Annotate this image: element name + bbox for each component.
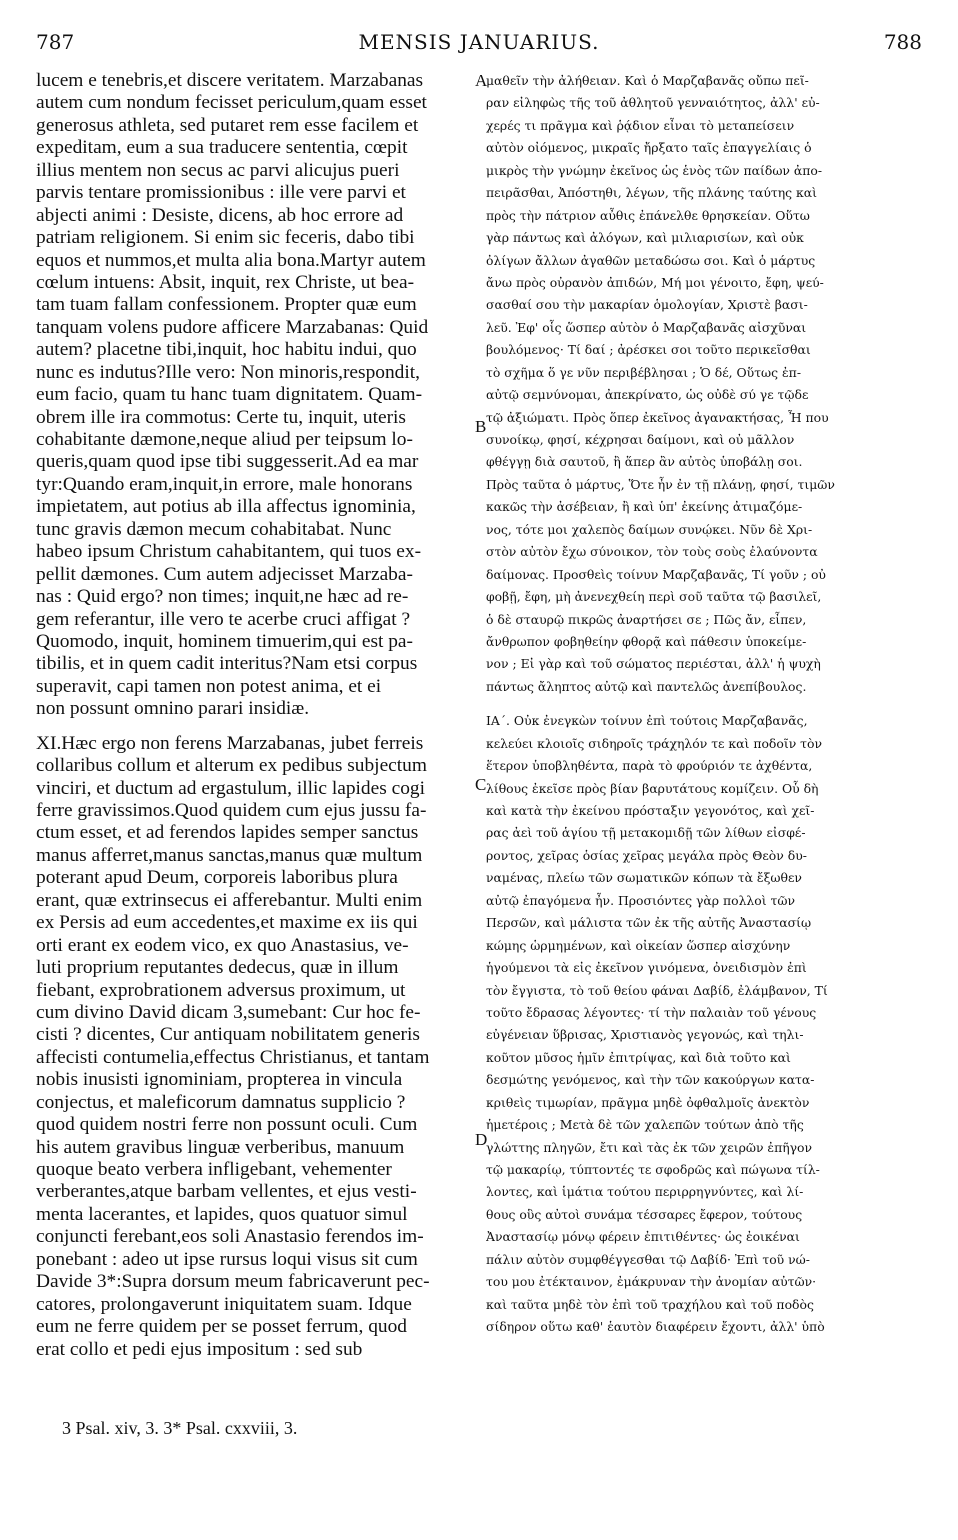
text-line: ex Persis ad eum accedentes,et maxime ex iis qui <box>36 912 418 934</box>
text-line: quoque beato verbera infligebant, vehementer <box>36 1159 392 1180</box>
text-line: quod quidem nostri ferre non possunt oculi. Cum <box>36 1114 418 1136</box>
margin-marker-b: B <box>475 417 487 436</box>
latin-paragraph-1 <box>36 70 472 721</box>
text-line: poterant apud Deum, corporeis laboribus plura <box>36 867 398 889</box>
latin-column <box>36 70 472 1361</box>
text-line: autem cum nondum fecisset periculum,quam esset <box>36 92 427 114</box>
text-line: XI.Hæc ergo non ferens Marzabanas, jubet ferreis <box>36 732 424 754</box>
text-line: conjuncti ferebant,eos soli Anastasio ferendos im- <box>36 1226 424 1248</box>
text-line: κώμης ὡρμημένων, καὶ οἰκείαν ὥσπερ αἰσχύνην <box>486 937 791 953</box>
text-line: eum facio, quam tu hanc tuam dignitatem. Quam- <box>36 384 423 406</box>
text-line: pellit dæmones. Cum autem adjecisset Marzaba- <box>36 563 413 585</box>
text-line: tanquam volens pudore afficere Marzabanas: Quid <box>36 316 429 338</box>
text-line: obrem ille ira commotus: Certe tu, inquit, uteris <box>36 406 406 428</box>
text-line: Davide 3*:Supra dorsum meum fabricaverunt pec- <box>36 1271 430 1293</box>
text-line: fiebant, exprobrationem adversus proximum, ut <box>36 979 406 1001</box>
text-line: ἄνθρωπον φοβηθείην φθορᾷ καὶ πάθεσιν ὑποκείμε- <box>486 633 807 649</box>
latin-paragraph-2 <box>36 733 472 1361</box>
text-line: queris,quam quod ipse tibi suggesserit.Ad ea mar <box>36 451 419 473</box>
text-line: αὐτὸν οἰόμενος, μικραῖς ἤρξατο ταῖς ἐπαγγελίαις ὁ <box>486 140 812 156</box>
text-line: ὁ δὲ σταυρῷ πικρῶς ἀναρτήσει σε ; Πῶς ἄν, εἶπεν, <box>486 611 807 627</box>
text-line: erat collo et pedi ejus impositum : sed sub <box>36 1338 363 1360</box>
text-line: tibilis, et in quem cadit interitus?Nam etsi corpus <box>36 653 418 675</box>
text-line: Ἀναστασίῳ μόνῳ φέρειν ἐπιτιθέντες· ὡς ἐοικέναι <box>486 1229 800 1245</box>
paragraph-gap <box>486 698 922 710</box>
text-line: vinciri, et ductum ad ergastulum, illic lapides cogi <box>36 777 425 799</box>
text-line: νον ; Εἰ γὰρ καὶ τοῦ σώματος περιέσται, ἀλλ' ἡ ψυχὴ <box>486 656 821 672</box>
text-line: luti proprium reputantes dedecus, quæ in illum <box>36 957 399 979</box>
text-line: parvis tentare promissionibus : ille vere parvi et <box>36 182 406 204</box>
text-line: generosus athleta, sed putaret rem esse facilem et <box>36 114 419 136</box>
text-line: καὶ ταῦτα μηδὲ τὸν ἐπὶ τοῦ τραχήλου καὶ τοῦ ποδὸς <box>486 1296 814 1312</box>
text-line: erant, quæ extrinsecus ei afferebantur. Multi enim <box>36 889 423 911</box>
text-line: eum ne ferre quidem per se posset ferrum, quod <box>36 1316 407 1338</box>
text-line: ἄνω πρὸς οὐρανὸν ἀπιδών, Μή μοι γένοιτο, ἔφη, ψεύ- <box>486 274 824 290</box>
text-line: πάντως ἄληπτος αὐτῷ καὶ παντελῶς ἀνεπίβουλος. <box>486 678 807 694</box>
text-line: τοῦτο ἔδρασας λέγοντες· τί τὴν παλαιὰν τοῦ γένους <box>486 1004 817 1020</box>
text-line: φθέγγῃ διὰ σαυτοῦ, ἢ ἅπερ ἂν αὐτὸς ὑποβάλῃ σοι. <box>486 454 803 470</box>
text-line: του μου ἐτέκταινον, ἐμάκρυναν τὴν ἀνομίαν αὐτῶν· <box>486 1274 817 1290</box>
text-line: impietatem, aut potius ab illa affectus ignominia, <box>36 496 416 518</box>
text-line: ροντος, χεῖρας ὁσίας χεῖρας μεγάλα πρὸς Θεὸν δυ- <box>486 847 807 863</box>
text-line: ctum esset, et ad ferendos lapides semper sanctus <box>36 822 419 844</box>
text-line: γὰρ πάντως καὶ ἀλόγων, καὶ μιλιαρισίων, καὶ οὐκ <box>486 230 804 246</box>
text-line: ὀλίγων ἄλλων ἀγαθῶν μεταδώσω σοι. Καὶ ὁ μάρτυς <box>486 252 816 268</box>
text-line: nobis inusisti ignominiam, propterea in vincula <box>36 1069 403 1091</box>
text-line: κελεύει κλοιοῖς σιδηροῖς τράχηλόν τε καὶ ποδοῖν τὸν <box>486 735 823 751</box>
greek-paragraph-2 <box>486 710 922 1338</box>
text-line: νος, τότε μοι χαλεπὸς δαίμων συνῴκει. Νῦν δὲ Χρι- <box>486 521 813 537</box>
text-line: his autem gravibus linguæ verberibus, manuum <box>36 1136 405 1158</box>
footnotes: 3 Psal. xiv, 3. 3* Psal. cxxviii, 3. <box>62 1418 298 1438</box>
text-line: autem? placetne tibi,inquit, hoc habitu indui, quo <box>36 339 417 361</box>
running-header <box>36 30 922 64</box>
text-line: σίδηρον οὕτω καθ' ἑαυτὸν διαφέρειν ἔχοντι, ἀλλ' ὑπὸ <box>486 1319 825 1335</box>
text-line: equos et nummos,et multa alia bona.Martyr autem <box>36 249 426 271</box>
text-line: πάλιν αὐτὸν συμφθέγγεσθαι τῷ Δαβίδ· Ἐπὶ τοῦ νώ- <box>486 1251 810 1267</box>
text-line: δεσμώτης γενόμενος, καὶ τὴν τῶν κακούργων κατα- <box>486 1072 815 1088</box>
text-line: tunc gravis dæmon mecum cohabitabat. Nunc <box>36 518 392 540</box>
text-line: ραν εἰληφὼς τῆς τοῦ ἀθλητοῦ γενναιότητος, ἀλλ' εὐ- <box>486 95 820 111</box>
text-line: συνοίκῳ, φησί, κέχρησαι δαίμονι, καὶ οὐ μᾶλλον <box>486 432 795 447</box>
page-number-right: 788 <box>883 30 922 54</box>
margin-marker-a: A <box>475 71 488 90</box>
paragraph-gap <box>36 721 472 733</box>
text-line: cohabitante dæmone,neque aliud per teipsum lo- <box>36 429 413 450</box>
text-line: γλώττης πληγῶν, ἔτι καὶ τὰς ἐκ τῶν χειρῶν ἐπῆγον <box>486 1139 813 1155</box>
text-line: ferre gravissimos.Quod quidem cum ejus jussu fa- <box>36 800 427 821</box>
text-line: πρὸς τὴν πάτριον αὖθις ἐπάνελθε θρησκείαν. Οὕτω <box>486 207 810 223</box>
text-line: orti erant ex eodem vico, ex quo Anastasius, ve- <box>36 934 409 956</box>
text-line: cum divino David dicam 3,sumebant: Cur hoc fe- <box>36 1001 421 1023</box>
text-line: tam tuam fallam confessionem. Propter quæ eum <box>36 294 417 316</box>
text-line: φοβῇ, ἔφη, μὴ ἀνενεχθείη περὶ σοῦ ταῦτα τῷ βασιλεῖ, <box>486 589 822 605</box>
text-line: μικρὸς τὴν γνώμην ἐκεῖνος ὡς ἑνὸς τῶν παίδων ἀπο- <box>486 162 823 178</box>
text-line: χερές τι πρᾶγμα καὶ ῥᾴδιον εἶναι τὸ μεταπείσειν <box>486 117 795 133</box>
text-line: λίθους ἐκεῖσε πρὸς βίαν βαρυτάτους κομίζειν. Οὗ δὴ <box>486 780 819 796</box>
text-line: ΙΑ΄. Οὐκ ἐνεγκὼν τοίνυν ἐπὶ τούτοις Μαρζαβανᾶς, <box>486 713 808 729</box>
text-line: patriam religionem. Si enim sic feceris, dabo tibi <box>36 227 415 249</box>
text-line: affecisti contumelia,effectus Christianus, et tantam <box>36 1046 430 1068</box>
text-line: expeditam, eum a sua traducere sententia, cœpit <box>36 137 408 159</box>
text-line: ἡγούμενοι τὰ εἰς ἐκεῖνον γινόμενα, ὀνειδισμὸν ἐπὶ <box>486 960 807 976</box>
text-line: τῷ μακαρίῳ, τύπτοντές τε σφοδρῶς καὶ πώγωνα τίλ- <box>486 1162 820 1177</box>
text-line: αὐτῷ ἐπαγόμενα ἦν. Προσιόντες γὰρ πολλοὶ τῶν <box>486 892 796 908</box>
text-line: conjectus, et maleficorum damnatus supplicio ? <box>36 1091 406 1113</box>
text-line: καὶ κατὰ τὴν ἐκείνου πρόσταξιν γεγονότος, καὶ χεῖ- <box>486 803 815 818</box>
text-line: superavit, capi tamen non potest anima, et ei <box>36 675 382 697</box>
margin-marker-d: D <box>475 1130 488 1149</box>
text-line: collaribus collum et alterum ex pedibus subjectum <box>36 755 427 777</box>
text-line: Περσῶν, καὶ μάλιστα τῶν ἐκ τῆς αὐτῆς Ἀναστασίῳ <box>486 915 812 931</box>
text-line: τὸ σχῆμα ὅ γε νῦν περιβέβλησαι ; Ὁ δέ, Οὕτως ἐπ- <box>486 364 802 380</box>
text-line: Quomodo, inquit, hominem timuerim,qui est pa- <box>36 630 414 652</box>
text-line: εὐγένειαν ὕβρισας, Χριστιανὸς γεγονώς, καὶ τηλι- <box>486 1027 804 1043</box>
text-line: ἡμετέροις ; Μετὰ δὲ τῶν χαλεπῶν τούτων ἀπὸ τῆς <box>486 1117 804 1133</box>
text-line: αὐτῷ σεμνύνομαι, ἀπεκρίνατο, ὡς οὐδὲ σύ γε τῷδε <box>486 387 809 403</box>
text-line: λεῦ. Ἐφ' οἷς ὥσπερ αὐτὸν ὁ Μαρζαβανᾶς αἰσχῦναι <box>486 319 807 335</box>
text-line: cœlum intuens: Absit, inquit, rex Christe, ut bea- <box>36 271 415 293</box>
text-line: cisti ? dicentes, Cur antiquam nobilitatem generis <box>36 1024 420 1046</box>
text-line: gem referantur, ille vero te acerbe cruci affigat ? <box>36 608 411 630</box>
text-line: non possunt omnino parari insidiæ. <box>36 698 310 720</box>
text-line: λοντες, καὶ ἱμάτια τούτου περιρρηγνύντες, καὶ λί- <box>486 1184 804 1200</box>
text-line: Πρὸς ταῦτα ὁ μάρτυς, Ὅτε ἦν ἐν τῇ πλάνῃ, φησί, τιμῶν <box>486 476 835 492</box>
text-line: ρας ἀεὶ τοῦ ἁγίου τῇ μετακομιδῇ τῶν λίθων εἰσφέ- <box>486 825 806 841</box>
text-line: κριθεὶς τιμωρίαν, πρᾶγμα μηδὲ ὀφθαλμοῖς ἀνεκτὸν <box>486 1094 810 1110</box>
running-title: MENSIS JANUARIUS. <box>358 30 600 54</box>
text-line: illius mentem non secus ac parvi alicujus pueri <box>36 159 400 181</box>
text-line: ναμένας, πλείω τῶν σωματικῶν κόπων τὰ ἔξωθεν <box>486 870 802 886</box>
text-line: κακῶς τὴν ἀσέβειαν, ἢ καὶ ὑπ' ἐκείνης ἀτιμαζόμε- <box>486 499 803 515</box>
text-line: στὸν αὐτὸν ἔχω σύνοικον, τὸν τοὺς σοὺς ἐλαύνοντα <box>486 544 818 560</box>
text-line: ἕτερον ὑποβληθέντα, παρὰ τὸ φρούριόν τε ἀχθέντα, <box>486 758 813 774</box>
page-number-left: 787 <box>36 30 75 54</box>
text-line: θους οὓς αὐτοὶ συνάμα τέσσαρες ἔφερον, τούτους <box>486 1206 803 1222</box>
text-line: lucem e tenebris,et discere veritatem. Marzabanas <box>36 70 424 91</box>
text-line: δαίμονας. Προσθεὶς τοίνυν Μαρζαβανᾶς, Τί γοῦν ; οὐ <box>486 566 826 582</box>
text-line: μαθεῖν τὴν ἀλήθειαν. Καὶ ὁ Μαρζαβανᾶς οὔπω πεῖ- <box>486 73 809 88</box>
margin-marker-c: C <box>475 775 487 794</box>
text-line: κοῦτον μῦσος ἡμῖν ἐπιτρίψας, καὶ διὰ τοῦτο καὶ <box>486 1049 791 1065</box>
text-line: βουλόμενος· Τί δαί ; ἀρέσκει σοι τοῦτο περικεῖσθαι <box>486 342 811 358</box>
text-line: habeo ipsum Christum cahabitantem, qui tuos ex- <box>36 541 422 563</box>
text-line: abjecti animi : Desiste, dicens, ab hoc errore ad <box>36 204 404 226</box>
text-line: τὸν ἔγγιστα, τὸ τοῦ θείου φάναι Δαβίδ, ἐλάμβανον, Τί <box>486 982 828 998</box>
text-line: menta lacerantes, et lapides, quos quatuor simul <box>36 1203 408 1225</box>
text-line: nas : Quid ergo? non times; inquit,ne hæc ad re- <box>36 586 409 608</box>
greek-column <box>486 70 922 1339</box>
text-line: manus afferret,manus sanctas,manus quæ multum <box>36 844 423 866</box>
text-line: tyr:Quando eram,inquit,in errore, male honorans <box>36 473 413 495</box>
text-line: nunc es indutus?Ille vero: Non minoris,respondit, <box>36 361 420 383</box>
text-line: πειρᾶσθαι, Ἀπόστηθι, λέγων, τῆς πλάνης ταύτης καὶ <box>486 185 818 201</box>
text-line: σασθαί σου τὴν μακαρίαν ὁμολογίαν, Χριστὲ βασι- <box>486 297 808 313</box>
text-line: τῷ ἀξιώματι. Πρὸς ὅπερ ἐκεῖνος ἀγανακτήσας, Ἦ που <box>486 409 829 425</box>
greek-paragraph-1 <box>486 70 922 698</box>
text-line: verberantes,atque barbam vellentes, et ejus vesti- <box>36 1181 417 1203</box>
text-line: catores, prolongaverunt iniquitatem suam. Idque <box>36 1293 412 1315</box>
text-line: ponebant : adeo ut ipse rursus loqui visus sit cum <box>36 1248 418 1270</box>
